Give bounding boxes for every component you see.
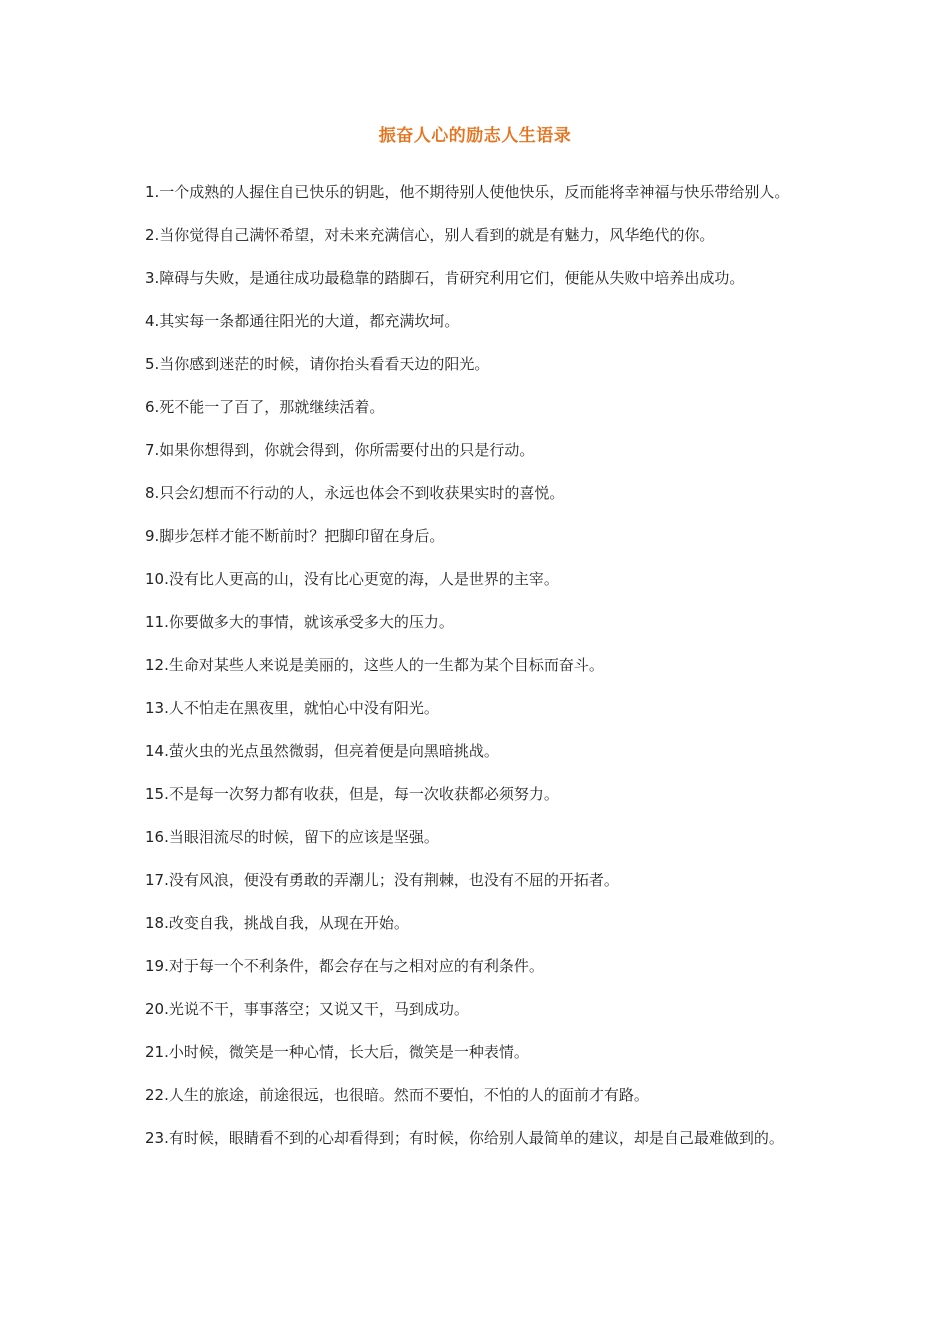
quote-item: 15.不是每一次努力都有收获，但是，每一次收获都必须努力。 [145, 785, 559, 803]
quote-item: 17.没有风浪，便没有勇敢的弄潮儿；没有荆棘，也没有不屈的开拓者。 [145, 871, 619, 889]
quote-list [145, 182, 810, 1171]
quote-item: 9.脚步怎样才能不断前时？把脚印留在身后。 [145, 527, 445, 545]
quote-item: 6.死不能一了百了，那就继续活着。 [145, 398, 385, 416]
quote-item: 11.你要做多大的事情，就该承受多大的压力。 [145, 613, 454, 631]
quote-item: 21.小时候，微笑是一种心情，长大后，微笑是一种表情。 [145, 1043, 529, 1061]
quote-item: 13.人不怕走在黑夜里，就怕心中没有阳光。 [145, 699, 439, 717]
quote-item: 1.一个成熟的人握住自已快乐的钥匙，他不期待别人使他快乐，反而能将幸神福与快乐带给别人。 [145, 183, 790, 201]
quote-item: 14.萤火虫的光点虽然微弱，但亮着便是向黑暗挑战。 [145, 742, 499, 760]
quote-item: 2.当你觉得自己满怀希望，对未来充满信心，别人看到的就是有魅力，风华绝代的你。 [145, 226, 715, 244]
quote-item: 12.生命对某些人来说是美丽的，这些人的一生都为某个目标而奋斗。 [145, 656, 604, 674]
quote-item: 20.光说不干，事事落空；又说又干，马到成功。 [145, 1000, 469, 1018]
quote-item: 5.当你感到迷茫的时候，请你抬头看看天边的阳光。 [145, 355, 490, 373]
quote-item: 18.改变自我，挑战自我，从现在开始。 [145, 914, 409, 932]
quote-item: 8.只会幻想而不行动的人，永远也体会不到收获果实时的喜悦。 [145, 484, 565, 502]
quote-item: 7.如果你想得到，你就会得到，你所需要付出的只是行动。 [145, 441, 535, 459]
quote-item: 19.对于每一个不利条件，都会存在与之相对应的有利条件。 [145, 957, 544, 975]
quote-item: 10.没有比人更高的山，没有比心更宽的海，人是世界的主宰。 [145, 570, 559, 588]
quote-item: 23.有时候，眼睛看不到的心却看得到；有时候，你给别人最简单的建议，却是自己最难做到的。 [145, 1129, 784, 1147]
quote-item: 3.障碍与失败，是通往成功最稳靠的踏脚石，肯研究利用它们，便能从失败中培养出成功。 [145, 269, 745, 287]
quote-item: 4.其实每一条都通往阳光的大道，都充满坎坷。 [145, 312, 460, 330]
quote-item: 22.人生的旅途，前途很远，也很暗。然而不要怕，不怕的人的面前才有路。 [145, 1086, 649, 1104]
quote-item: 16.当眼泪流尽的时候，留下的应该是坚强。 [145, 828, 439, 846]
document-title: 振奋人心的励志人生语录 [378, 126, 572, 146]
